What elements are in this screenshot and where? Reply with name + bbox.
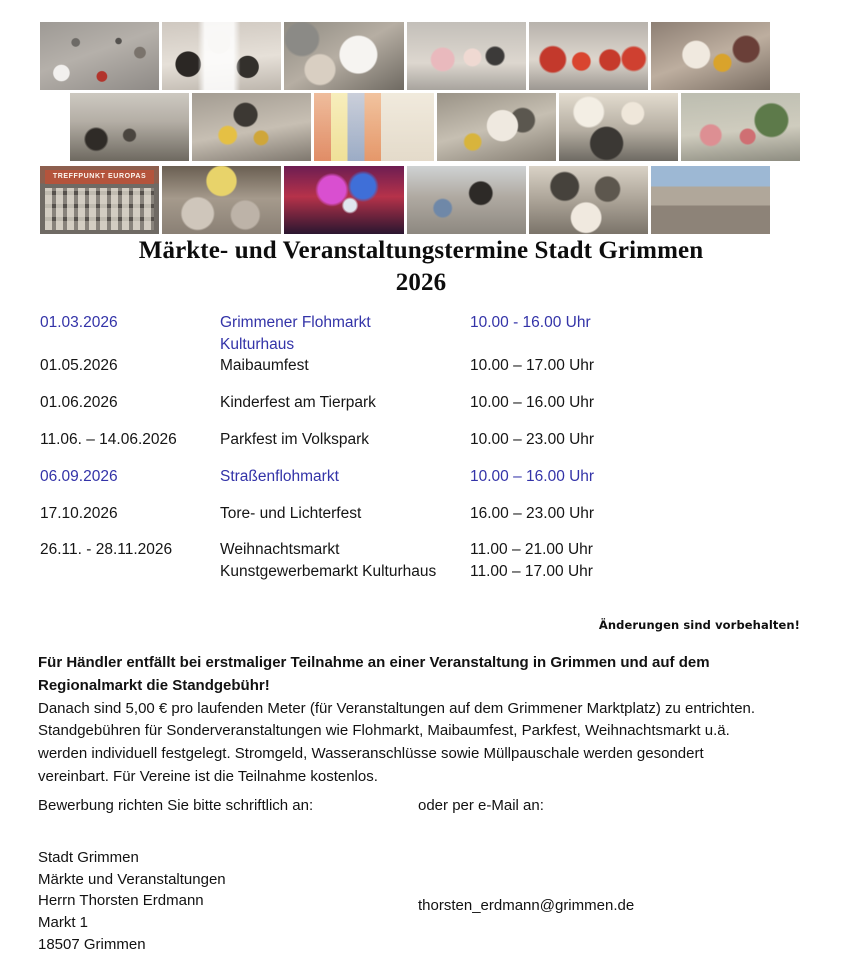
photo-market-stall [651,22,770,90]
schedule-event-line: Straßenflohmarkt [220,467,339,485]
schedule-time-line: 10.00 – 16.00 Uhr [470,393,595,411]
collage-row-top [40,22,770,90]
contact-section [38,795,798,956]
schedule-time [470,540,680,583]
schedule-event-line: Kinderfest am Tierpark [220,393,376,411]
schedule-time [470,430,680,451]
collage-row-middle [70,93,800,161]
schedule-date: 11.06. – 14.06.2026 [40,430,177,448]
schedule-time [470,313,680,334]
schedule-time-line: 10.00 – 17.00 Uhr [470,356,595,374]
address-line: Herrn Thorsten Erdmann [38,892,204,910]
photo-street-market [40,22,159,90]
photo-children-event [192,93,311,161]
photo-stage-performance [314,93,433,161]
schedule-event-line: Weihnachtsmarkt [220,541,340,559]
schedule-date: 01.05.2026 [40,356,118,374]
photo-treffpunkt-europas-building [40,166,159,234]
photo-collage [0,0,842,228]
schedule-time-line: 11.00 – 21.00 Uhr [470,541,593,559]
schedule-date: 26.11. - 28.11.2026 [40,541,173,559]
schedule-date: 01.06.2026 [40,393,118,411]
schedule-event [220,393,470,414]
contact-headings [38,795,798,817]
fees-information [38,652,778,789]
schedule-date: 01.03.2026 [40,314,118,331]
fee-details-paragraph: Danach sind 5,00 € pro laufenden Meter (für Veranstaltungen auf dem Grimmener Marktplatz) zu entrichten. Standgebühren für Sonderveranstaltungen wie Flohmarkt, Maibaumfest, Parkfest, Weihnachtsmarkt u.ä. werden individuell festgelegt. Stromgeld, Wasseranschlüsse sowie Müllpauschale werden gesondert vereinbart. Für Vereine ist die Teilnahme kostenlos. [38,699,756,785]
schedule-event-line: Grimmener Flohmarkt [220,314,371,331]
photo-town-aerial [651,166,770,234]
schedule-time [470,393,680,414]
collage-row-bottom [40,166,770,234]
changes-reserved-notice: Änderungen sind vorbehalten! [598,618,800,632]
schedule-row [40,313,800,356]
photo-long-table-banquet [162,22,281,90]
schedule-row [40,393,800,414]
schedule-time-line: 11.00 – 17.00 Uhr [470,563,593,581]
schedule-time [470,504,680,525]
address-line: Markt 1 [38,914,89,931]
schedule-time [470,467,680,488]
schedule-event [220,504,470,525]
schedule-event [220,540,470,583]
photo-concert-lights [284,166,403,234]
schedule-row [40,467,800,488]
photo-children-dancing [681,93,800,161]
photo-tractor-field [70,93,189,161]
address-line: 18507 Grimmen [38,935,146,953]
schedule-event-line: Kunstgewerbemarkt Kulturhaus [220,563,437,581]
address-line: Stadt Grimmen [38,848,139,866]
events-schedule [40,313,800,599]
address-line: Märkte und Veranstaltungen [38,870,226,888]
schedule-event [220,356,470,377]
page-title-line-2: 2026 [395,269,447,296]
treffpunkt-europas-banner [45,170,155,184]
schedule-event-line: Maibaumfest [220,356,309,374]
schedule-event [220,313,470,356]
treffpunkt-europas-banner-text: TREFFPUNKT EUROPAS [52,173,147,181]
schedule-event [220,467,470,488]
photo-craftsman [284,22,403,90]
photo-live-band [529,166,648,234]
postal-heading: Bewerbung richten Sie bitte schriftlich an: [38,797,314,814]
page-title [0,235,842,299]
photo-indoor-celebration [162,166,281,234]
photo-folk-dance [407,22,526,90]
schedule-time-line: 10.00 – 23.00 Uhr [470,430,595,448]
photo-wedding-ceremony [437,93,556,161]
building-windows [45,188,155,230]
schedule-event-line: Tore- und Lichterfest [220,504,362,522]
page-title-line-1: Märkte- und Veranstaltungstermine Stadt Grimmen [138,237,704,264]
schedule-time [470,356,680,377]
schedule-row [40,540,800,583]
schedule-time-line: 10.00 – 16.00 Uhr [470,467,595,485]
schedule-row [40,430,800,451]
photo-hall-audience [559,93,678,161]
schedule-event-line: Parkfest im Volkspark [220,430,370,448]
contact-details [38,847,798,956]
schedule-event-line: Kulturhaus [220,335,295,353]
schedule-row [40,356,800,377]
schedule-time-line: 10.00 - 16.00 Uhr [470,314,591,331]
photo-red-costume-parade [529,22,648,90]
fee-waiver-paragraph: Für Händler entfällt bei erstmaliger Teilnahme an einer Veranstaltung in Grimmen und auf dem Regionalmarkt die Standgebühr! [38,654,710,694]
email-address[interactable]: thorsten_erdmann@grimmen.de [418,896,635,914]
schedule-event [220,430,470,451]
email-heading: oder per e-Mail an: [418,797,544,814]
schedule-date: 06.09.2026 [40,467,118,485]
schedule-time-line: 16.00 – 23.00 Uhr [470,504,595,522]
photo-outdoor-crowd [407,166,526,234]
schedule-row [40,504,800,525]
schedule-date: 17.10.2026 [40,504,118,522]
postal-address [38,847,418,956]
